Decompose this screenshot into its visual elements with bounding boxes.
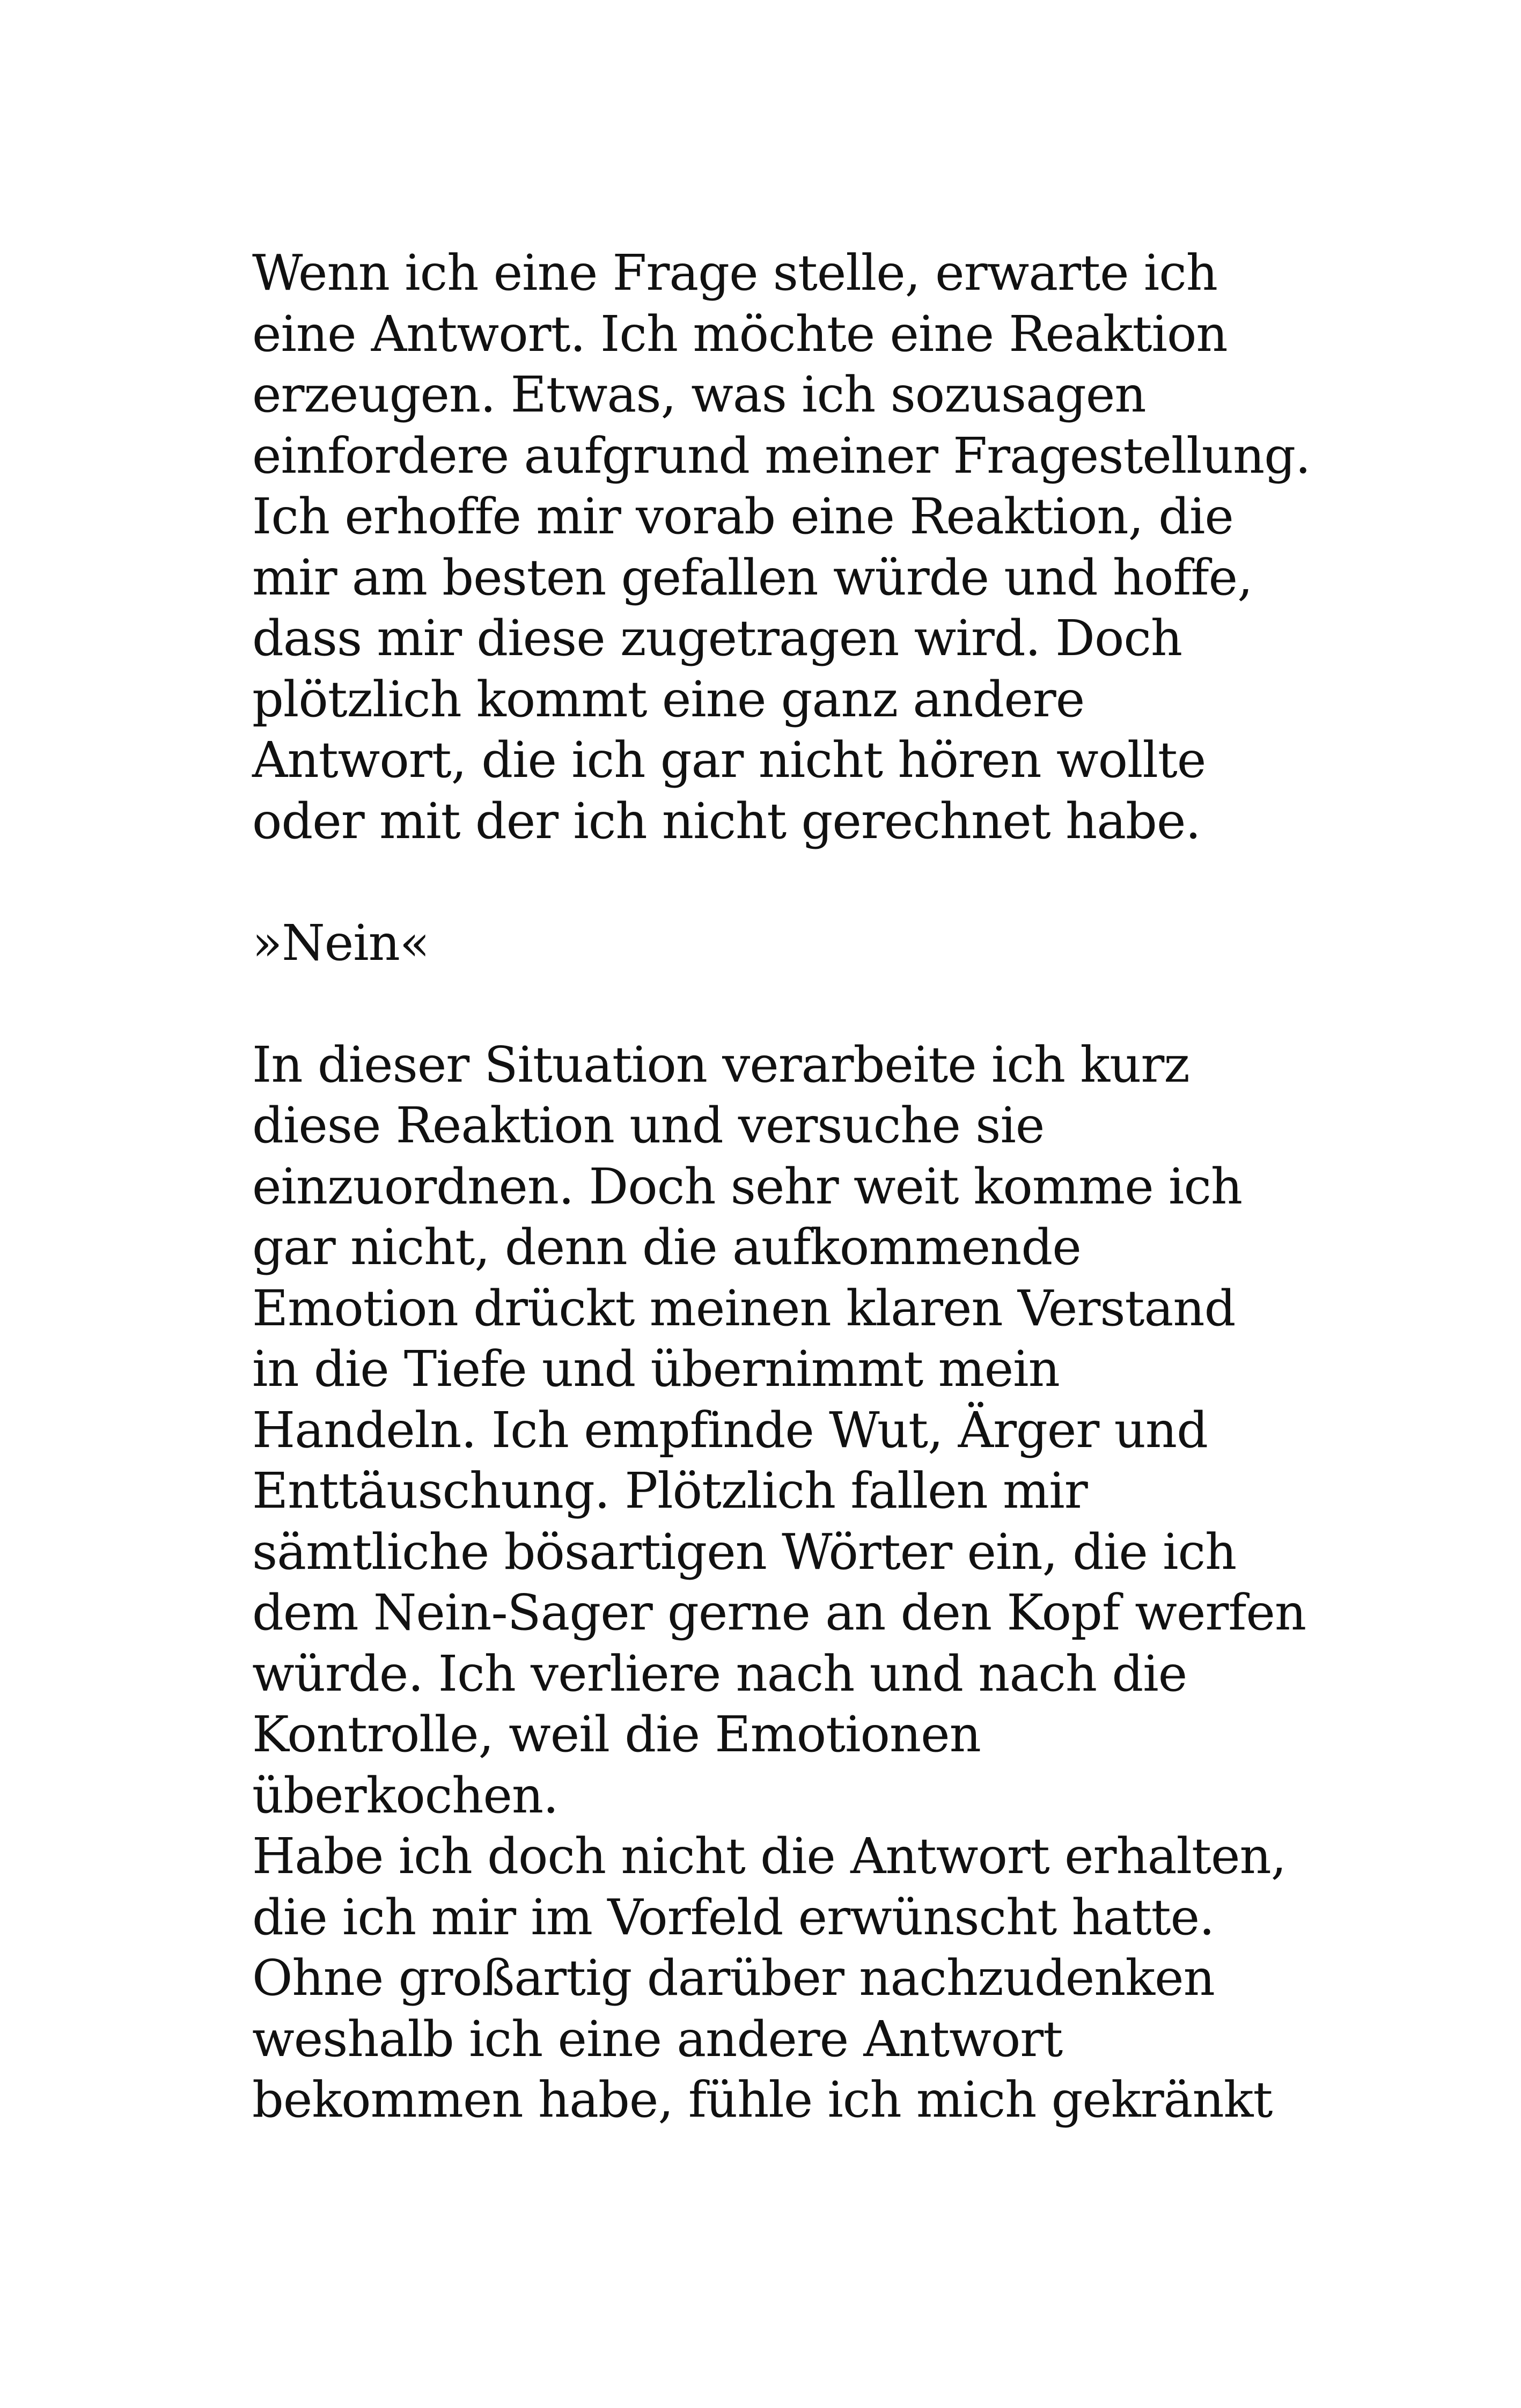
text-line: mir am besten gefallen würde und hoffe, bbox=[252, 548, 1253, 606]
text-line: Habe ich doch nicht die Antwort erhalten, bbox=[252, 1827, 1286, 1885]
text-line: dem Nein-Sager gerne an den Kopf werfen bbox=[252, 1584, 1306, 1641]
text-line: Ohne großartig darüber nachzudenken bbox=[252, 1949, 1215, 2007]
text-line: Emotion drückt meinen klaren Verstand bbox=[252, 1279, 1236, 1337]
text-line: in die Tiefe und übernimmt mein bbox=[252, 1340, 1060, 1398]
body-text bbox=[252, 243, 1311, 2131]
text-line: In dieser Situation verarbeite ich kurz bbox=[252, 1036, 1189, 1093]
text-line: Handeln. Ich empfinde Wut, Ärger und bbox=[252, 1401, 1208, 1459]
paragraph-gap bbox=[252, 973, 1304, 1034]
quote-line: »Nein« bbox=[252, 914, 430, 972]
text-line: Enttäuschung. Plötzlich fallen mir bbox=[252, 1462, 1088, 1519]
text-line: Antwort, die ich gar nicht hören wollte bbox=[252, 731, 1206, 789]
text-line: plötzlich kommt eine ganz andere bbox=[252, 670, 1085, 728]
text-line: überkochen. bbox=[252, 1766, 559, 1824]
text-line: die ich mir im Vorfeld erwünscht hatte. bbox=[252, 1888, 1215, 1946]
text-line: Wenn ich eine Frage stelle, erwarte ich bbox=[252, 244, 1218, 302]
text-line: sämtliche bösartigen Wörter ein, die ich bbox=[252, 1523, 1237, 1581]
text-line: erzeugen. Etwas, was ich sozusagen bbox=[252, 366, 1146, 423]
text-line: dass mir diese zugetragen wird. Doch bbox=[252, 610, 1182, 667]
quote-paragraph bbox=[252, 913, 1304, 974]
paragraph-3 bbox=[252, 1826, 1304, 2131]
text-line: Kontrolle, weil die Emotionen bbox=[252, 1706, 981, 1763]
paragraph-gap bbox=[252, 851, 1304, 913]
text-line: gar nicht, denn die aufkommende bbox=[252, 1218, 1081, 1276]
text-line: bekommen habe, fühle ich mich gekränkt bbox=[252, 2071, 1273, 2128]
paragraph-2 bbox=[252, 1034, 1304, 1826]
text-line: würde. Ich verliere nach und nach die bbox=[252, 1645, 1187, 1702]
text-line: oder mit der ich nicht gerechnet habe. bbox=[252, 792, 1201, 850]
text-line: diese Reaktion und versuche sie bbox=[252, 1097, 1045, 1154]
text-line: eine Antwort. Ich möchte eine Reaktion bbox=[252, 305, 1228, 363]
text-line: Ich erhoffe mir vorab eine Reaktion, die bbox=[252, 488, 1233, 545]
text-line: einfordere aufgrund meiner Fragestellung. bbox=[252, 427, 1311, 484]
text-line: weshalb ich eine andere Antwort bbox=[252, 2010, 1063, 2068]
text-line: einzuordnen. Doch sehr weit komme ich bbox=[252, 1157, 1243, 1215]
paragraph-1 bbox=[252, 243, 1311, 851]
